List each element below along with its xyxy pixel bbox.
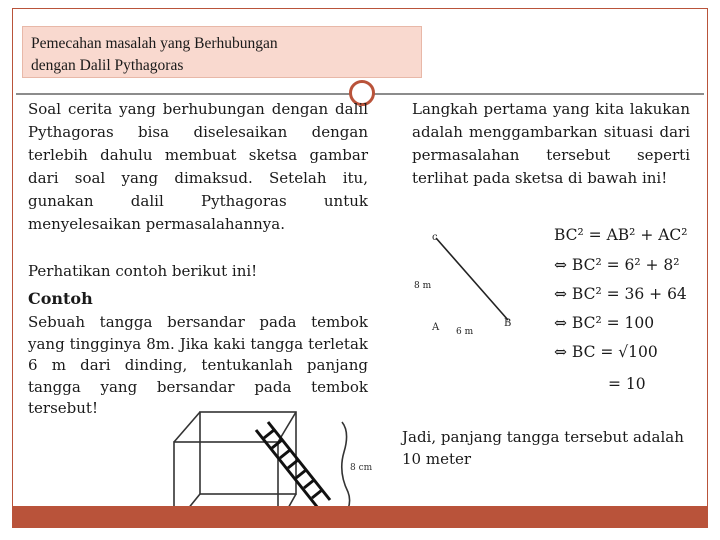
label-8m: 8 m bbox=[414, 281, 432, 291]
label-6m: 6 m bbox=[456, 327, 474, 334]
langkah-paragraph: Langkah pertama yang kita lakukan adalah menggambarkan situasi dari permasalahan tersebut seperti terlihat pada sketsa di bawah ini! bbox=[412, 100, 690, 187]
hypotenuse-bc bbox=[436, 238, 508, 320]
left-column bbox=[28, 98, 368, 236]
height-brace bbox=[342, 422, 350, 514]
contoh-heading: Contoh bbox=[28, 289, 93, 308]
equation-3: ⇔ BC² = 36 + 64 bbox=[554, 285, 687, 303]
perhatikan-text: Perhatikan contoh berikut ini! bbox=[28, 262, 258, 280]
label-b: B bbox=[504, 318, 512, 329]
right-column bbox=[412, 98, 690, 190]
equation-6: = 10 bbox=[608, 375, 646, 393]
equation-5: ⇔ BC = √100 bbox=[554, 343, 658, 361]
box-back bbox=[200, 412, 296, 494]
ladder bbox=[256, 422, 330, 508]
equation-1: BC² = AB² + AC² bbox=[554, 226, 688, 244]
conclusion-text: Jadi, panjang tangga tersebut adalah 10 meter bbox=[402, 428, 684, 468]
slide-title bbox=[22, 26, 422, 78]
equation-4: ⇔ BC² = 100 bbox=[554, 314, 655, 332]
footer-bar bbox=[12, 506, 708, 528]
title-line-1: Pemecahan masalah yang Berhubungan bbox=[31, 35, 278, 52]
label-c: c bbox=[432, 232, 438, 243]
label-a: A bbox=[432, 322, 440, 333]
contoh-paragraph: Sebuah tangga bersandar pada tembok yang tingginya 8m. Jika kaki tangga terletak 6 m dari dinding, tentukanlah panjang tangga yang bersandar pada tembok tersebut! bbox=[28, 313, 368, 417]
title-line-2: dengan Dalil Pythagoras bbox=[31, 57, 184, 74]
triangle-sketch bbox=[412, 226, 524, 334]
intro-paragraph: Soal cerita yang berhubungan dengan dalil Pythagoras bisa diselesaikan dengan terlebih dahulu membuat sketsa gambar dari soal yang dimaksud. Setelah itu, gunakan dalil Pythagoras untuk menyelesaikan permasalahannya. bbox=[28, 100, 368, 233]
equation-2: ⇔ BC² = 6² + 8² bbox=[554, 256, 680, 274]
height-label: 8 cm bbox=[350, 463, 373, 473]
